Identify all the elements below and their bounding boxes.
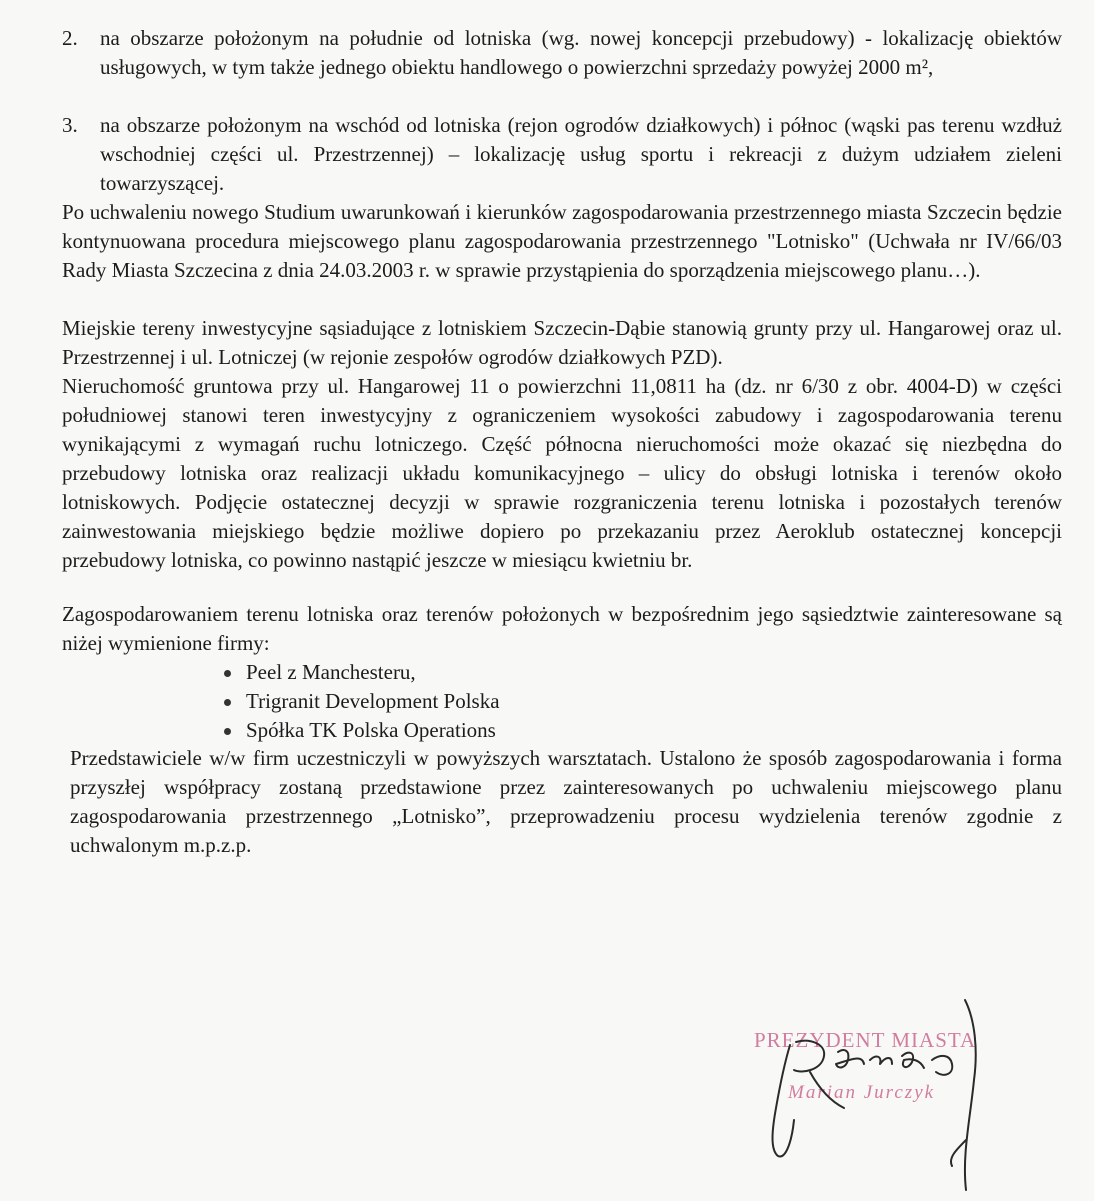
list-item: Trigranit Development Polska — [200, 687, 900, 716]
signature-stamp — [740, 990, 1000, 1201]
stamp-name: Marian Jurczyk — [788, 1082, 936, 1103]
paragraph-nieruchomosc: Nieruchomość gruntowa przy ul. Hangarowej 11 o powierzchni 11,0811 ha (dz. nr 6/30 z obr. 4004-D) w części południowej stanowi teren inwestycyjny z ograniczeniem wysokości zabudowy i zagospodarowania terenu wynikającymi z wymagań ruchu lotniczego. Część północna nieruchomości może okazać się niezbędna do przebudowy lotniska oraz realizacji układu komunikacyjnego – ulicy do obsługi lotniska i terenów około lotniskowych. Podjęcie ostatecznej decyzji w sprawie rozgraniczenia terenu lotniska i pozostałych terenów zainwestowania miejskiego będzie możliwe dopiero po przekazaniu przez Aeroklub ostatecznej koncepcji przebudowy lotniska, co powinno nastąpić jeszcze w miesiącu kwietniu br. — [62, 374, 1062, 572]
handwritten-signature — [740, 990, 1000, 1201]
list-item-3 — [62, 111, 1062, 198]
company-list — [200, 658, 900, 745]
item-text: na obszarze położonym na wschód od lotniska (rejon ogrodów działkowych) i północ (wąski pas terenu wzdłuż wschodniej części ul. Przestrzennej) – lokalizację usług sportu i rekreacji z dużym udziałem zieleni towarzyszącej. — [100, 113, 1062, 195]
list-item-2 — [62, 24, 1062, 82]
item-text: na obszarze położonym na południe od lotniska (wg. nowej koncepcji przebudowy) - lokalizację obiektów usługowych, w tym także jednego obiektu handlowego o powierzchni sprzedaży powyżej 2000 m², — [100, 26, 1062, 79]
stamp-title: PREZYDENT MIASTA — [754, 1028, 977, 1052]
item-number: 2. — [62, 26, 78, 50]
item-number: 3. — [62, 113, 78, 137]
paragraph-tereny-inwestycyjne: Miejskie tereny inwestycyjne sąsiadujące z lotniskiem Szczecin-Dąbie stanowią grunty przy ul. Hangarowej oraz ul. Przestrzennej i ul. Lotniczej (w rejonie zespołów ogrodów działkowych PZD). — [62, 316, 1062, 369]
bullet-icon — [224, 728, 231, 735]
bullet-icon — [224, 670, 231, 677]
paragraph-przedstawiciele: Przedstawiciele w/w firm uczestniczyli w powyższych warsztatach. Ustalono że sposób zagospodarowania i forma przyszłej współpracy zostaną przedstawione przez zainteresowanych po uchwaleniu miejscowego planu zagospodarowania przestrzennego „Lotnisko”, przeprowadzeniu procesu wydzielenia terenów zgodnie z uchwalonym m.p.z.p. — [70, 746, 1062, 857]
paragraph-studium: Po uchwaleniu nowego Studium uwarunkowań i kierunków zagospodarowania przestrzennego miasta Szczecin będzie kontynuowana procedura miejscowego planu zagospodarowania przestrzennego "Lotnisko" (Uchwała nr IV/66/03 Rady Miasta Szczecina z dnia 24.03.2003 r. w sprawie przystąpienia do sporządzenia miejscowego planu…). — [62, 200, 1062, 282]
list-item: Peel z Manchesteru, — [200, 658, 900, 687]
bullet-icon — [224, 699, 231, 706]
paragraph-firmy-intro: Zagospodarowaniem terenu lotniska oraz terenów położonych w bezpośrednim jego sąsiedztwie zainteresowane są niżej wymienione firmy: — [62, 602, 1062, 655]
list-item: Spółka TK Polska Operations — [200, 716, 900, 745]
